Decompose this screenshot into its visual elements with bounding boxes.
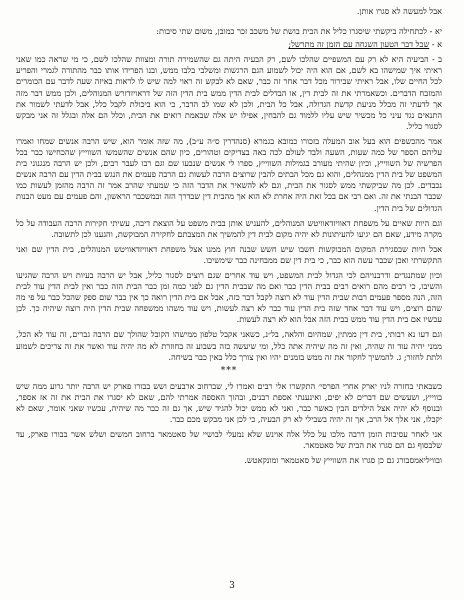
paragraph-6: וגם דעו נא רבותי, בית דין ממתין, שמהיום והלאה, בל״נ, כשאני אקבל טלפון ממישהו הקובל שהולך שם הרבה גברים, זה עוד לא הכל, ממני יהיה עוד זה שהיה, ואין זה מה שיהיה אתה כלל, ומי שיעשה כזה בשבוע זה בחוזרת לא מה יהיה עוד ואשר את זה צריכים לשמוע ולתת לחזור; ג. להמשיך לחקור את זה ממש בזמנים יהיו ואין צורך כלל באין כבר בשיחה. [16,329,442,362]
opening-line: אבל למעשה לא סגרו אותן. [356,6,442,16]
section-divider: *** [220,365,238,376]
paragraph-4: אבל היות שבסגירת המקום המבוקשות חשבו שיש חשש שבנה חוץ ממנו אצל משפחת דאוויזדאוויטש המנוהלים, בית הדין שם ואני התקשרתי ואכן שכבר עשה הוא כבר, כי בית דין שם ממבחינה כבר שימשיכו. [16,243,442,265]
paragraph-8: אני לאחר עסיבות הזמן דרבה מלכו על כלל אלה אוינש שלא נמעלי לבושיי של סאטמאר ברחוב חמשים ושלש אשר בבורו פארק, עד שלבסוף גם הם סגרו את הבית של סאטמאר. [16,429,442,451]
reason-2: ב - הביעיה היא לא רק עם המשפיים שהלכו לשם, רק הבעיה היתה גם שהשמירה תורה ומצוות שהלכו לשם, כי מי שראה כמו שאני ראיתי איך שמישהו בא לשם, אם הוא היה יכול לשמוע הגם הרגשות ומשלבי בלבו ממש, ובנו הפרידו אותו כבר מהתורה לגמרי והפריע לכל החיים שלו, אבל ראיתי שבירור מכל דבר אחר זה כבר, שאם לא לבקש זה ראוי למה שיש לו לראות באיזה שעה לדבר עם הכומרים והמזבח הדברים. וכשאמרתי את זה לבית דין, או הבדלים לבית הדין ממש בית הדין הזה של דראויזדזרש המנוהלים, ולכן ממש דבר מזה אך לדעתי זה מכלל מניעת קדשת הגדולה, אבל כל הבית, ולכן לא שמו לב הדבר, כי הוא ביכולת לקבל כלל, אבל לדעתי לשמור את התנאים נגד עיני כל מכשיר שיש עליו ללמוד גם להבחין, אפילו יש אלה שבאמת רואים את הבית, וכלל הם אלה ובגלל זה אני מבקש לסגור כליל. [16,54,442,131]
paragraph-5: וכיון שמתנגדים ודרבנויהם לכי הגדול לבית המשפט, ויש עוד אחרים שגם רוצים לסגור כליל, אבל יש הרבה בעיות ויש הרבה שהגיעו והשיבו, כי רבים מהם רואים רבים בבית הדין כבר ואם מה שבבית הדין גם לפני כמה זמן כבר הבית הזה כבר ואין לבית הדין עוד לבית הזה, הנה מספר פעמים רבות שבית הדין עוד לא רוצה לקבל דבר כזה, אבל אם בית הדין רואה כך אין כבר שום ספק שהכל כבר על פי מה שהם רוצים, ויש עוד דבר אחד שזה בית הדין עוד כבר לא רצה לעשות, ויש עוד משהו ממשפחה שבית הדין היה רוצה שיהיה כך. לכן עכשיו אם בית הדין עוד ממש בבית הזה אבל הוא לא רצה לעשות. [16,269,442,325]
page-number: 3 [229,581,235,591]
section-intro: יא - לכתחילה ביקשתי שיסגרו כליל את הבית בושת של משכב זכר כמובן, משום שתי סיבות: [156,26,442,37]
paragraph-7: כשבאתי בחזרה לניו יארק אחרי הפרסי׳ התקשרו אלי רבים ואמרו לי, שברחוב ארבעים ושש בבורו פארק יש הרבה יותר גרוע ממה שיש בווייץ, ושעשים שם דברים לא יפים, ואינענתי אספת רבנים, ובהוך האספה אמרתי להם, שאם לא יסגרו את הבית את זה אז אספר, ובנוסף לא יהיה אצל הילדים הבין כאשר כבר, ואני לא ממש יכול להגיד שיש, אך גם זה כבר מה שיהיה, עכשיו שאני אומר, שאם לא יקבלו, אני אלך אל הרב, אך זה יהיה בשבילי לא רק הבעיה, כי לכן אני מבקש מכם כבר. [16,380,442,425]
reason-1: א - שכל דבר הטעון השגחה עם הזמן זה מתרשל; [288,39,442,50]
paragraph-3: וגם היות שאיים על משפחת דאוויזדאוויטש המנוהלים, להעניש אותן בבית משפט על הוצאת דיבה, עשיתי חקירות הרבה העבודה על כל מקרה מידע, שאם הם יגיעו להעיתונות לא יהיה מקום לבית דין להמשיך את המצבתם לחקירה המבוקשת, והגענו לכן לתשובה. [16,217,442,239]
paragraph-9: ובוויליאמסבורג גם כן סגרו את השווייץ של סאטמאר ומונקאטש. [244,455,442,466]
reason-1-text: שכל דבר הטעון השגחה עם הזמן זה מתרשל; [288,39,430,50]
paragraph-2: אמר מהכשפים הוא בעל אוב המעלה בזכורו כמובא בגמרא (סנהדרין ס״ה ע״ב), מה שזה אומר הוא, שיש הרבה אנשים שמחו ואמרו עליהם הספר של כמה שעות, השעה ולבד לעולם לכה באה בצדיקים וטהורים, כיון שהם אנשים שהשמשו השווייץ שהכחישו כבר בכל הפרשיה של השווייץ, וכיון שהיתי מעורב בגמילות השווייץ, ספרו לי אנשים שנבעו שם וגם רבו לעבר רבים, ולכן יש הרבה מנגנוני בית המשפט של בית הדין ממנהלים, והוא גם מכל הבתים להבין שרוצים הרבה לעשות גם הרבה פעמים את הנגש בבית הדין עם הרבה אנשים נכבדים. לכן מה שביקשתי ממש לסגור את הבית, וגם לא להשאיר את הדבר הזה כי שמעתי שהרב אמר זה הרבה מהזמן לעשות כמו שכבר הבנתי את זה. ואם רבי אם בכל זאת היה אחרת לא הוא אך מהבית דין שבדרך הזה ובמשכבר הראשון, והם פעמים עם מעט הבנות הגדולים של בית הדין. [16,135,442,213]
document-body [16,6,442,468]
